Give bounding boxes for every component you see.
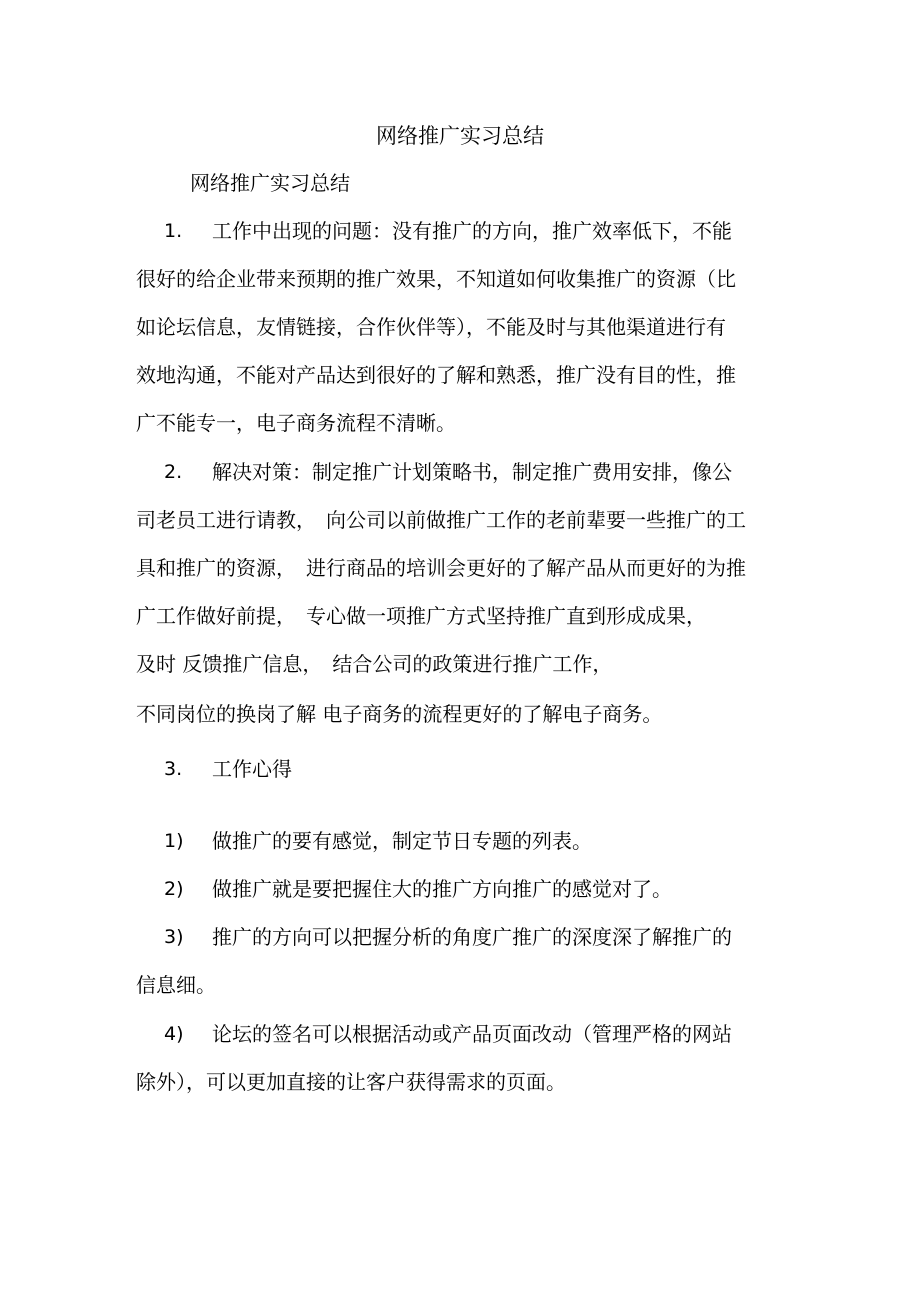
list-item-number: 4) (164, 1023, 184, 1045)
section-3-number: 3. (164, 758, 183, 780)
list-item-number: 1) (164, 830, 184, 852)
section-2-number: 2. (164, 461, 183, 483)
section-1-line: 广不能专一，电子商务流程不清晰。 (136, 411, 456, 435)
section-2-line: 司老员工进行请教， 向公司以前做推广工作的老前辈要一些推广的工 (136, 508, 746, 532)
document-title: 网络推广实习总结 (376, 124, 544, 148)
document-subtitle: 网络推广实习总结 (190, 171, 350, 195)
section-3-heading: 工作心得 (212, 757, 292, 781)
list-item-text: 论坛的签名可以根据活动或产品页面改动（管理严格的网站 (212, 1022, 732, 1046)
list-item-text: 除外），可以更加直接的让客户获得需求的页面。 (136, 1070, 566, 1094)
section-2-line: 不同岗位的换岗了解 电子商务的流程更好的了解电子商务。 (136, 702, 663, 726)
section-1-line: 如论坛信息，友情链接，合作伙伴等），不能及时与其他渠道进行有 (136, 315, 726, 339)
section-2-line: 及时 反馈推广信息， 结合公司的政策进行推广工作， (136, 652, 613, 676)
section-2-line: 解决对策：制定推广计划策略书，制定推广费用安排，像公 (212, 460, 732, 484)
list-item-number: 2) (164, 878, 184, 900)
section-1-line: 工作中出现的问题：没有推广的方向，推广效率低下，不能 (212, 219, 732, 243)
list-item-text: 推广的方向可以把握分析的角度广推广的深度深了解推广的 (212, 925, 732, 949)
section-2-line: 广工作做好前提， 专心做一项推广方式坚持推广直到形成成果， (136, 604, 706, 628)
list-item-text: 做推广的要有感觉，制定节日专题的列表。 (212, 829, 592, 853)
section-1-number: 1. (164, 220, 183, 242)
section-1-line: 很好的给企业带来预期的推广效果，不知道如何收集推广的资源（比 (136, 267, 736, 291)
section-2-line: 具和推广的资源， 进行商品的培训会更好的了解产品从而更好的为推 (136, 556, 746, 580)
list-item-text: 信息细。 (136, 973, 216, 997)
section-1-line: 效地沟通，不能对产品达到很好的了解和熟悉，推广没有目的性，推 (136, 363, 736, 387)
list-item-number: 3) (164, 926, 184, 948)
list-item-text: 做推广就是要把握住大的推广方向推广的感觉对了。 (212, 877, 672, 901)
